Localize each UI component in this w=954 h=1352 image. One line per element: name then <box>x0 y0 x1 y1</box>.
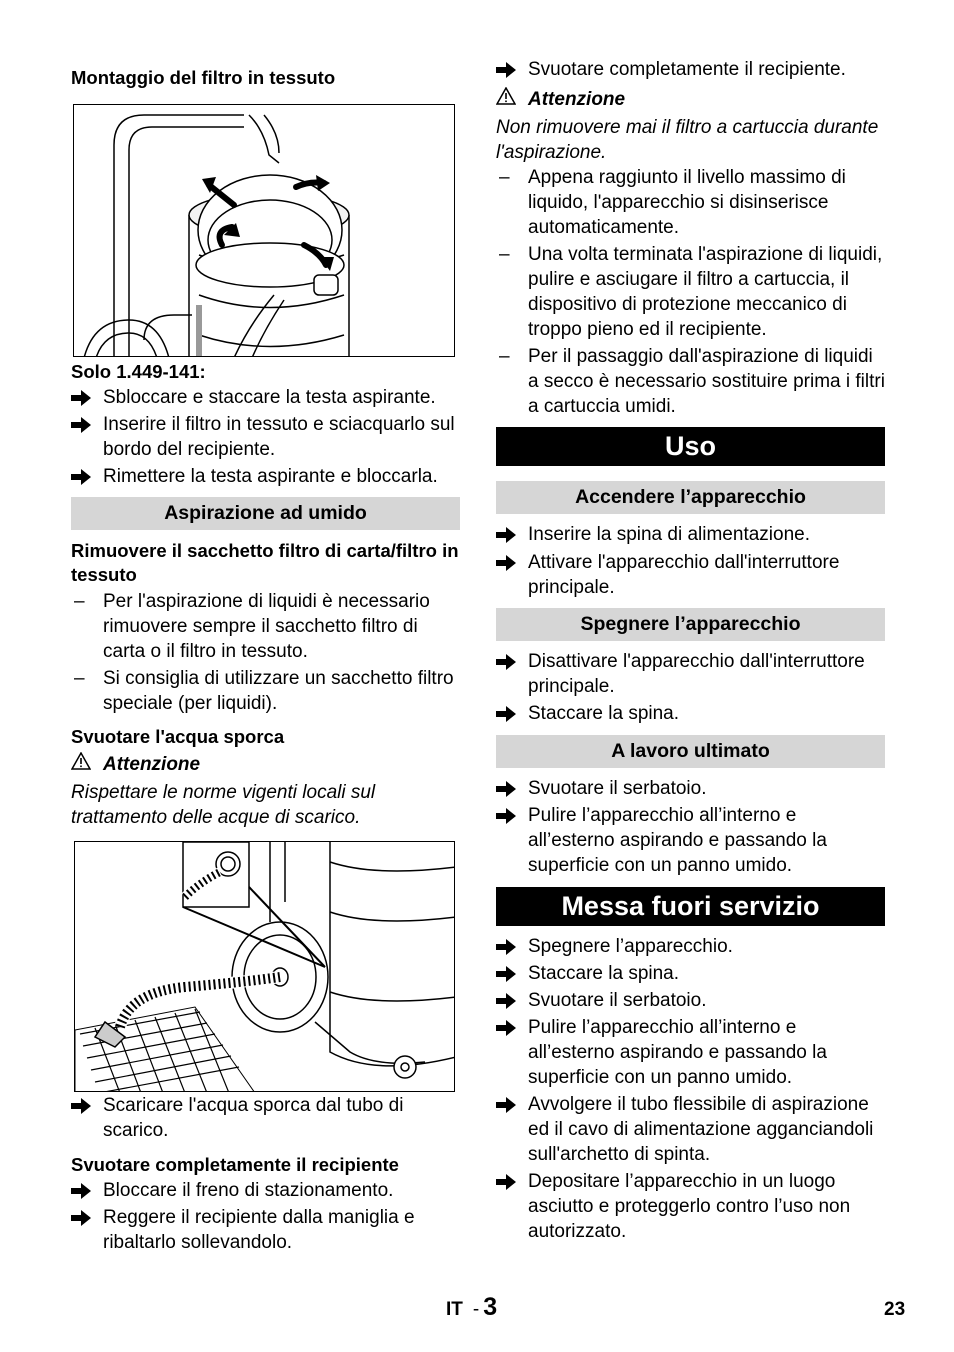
arrow-right-icon <box>71 385 93 413</box>
footer-section-label: IT - 3 <box>446 1293 498 1321</box>
heading-solo: Solo 1.449-141: <box>71 361 206 382</box>
warning-heading: Attenzione <box>496 87 885 112</box>
empty-steps <box>71 1178 460 1255</box>
arrow-right-icon <box>496 1169 518 1197</box>
illustration-drain-hose <box>74 841 455 1092</box>
decommission-steps <box>496 934 885 1244</box>
chapter-bar-uso: Uso <box>496 427 885 466</box>
arrow-right-icon <box>71 412 93 440</box>
switch-off-steps <box>496 649 885 726</box>
arrow-right-icon <box>71 1093 93 1121</box>
arrow-right-icon <box>496 522 518 550</box>
warning-heading: Attenzione <box>71 752 460 777</box>
arrow-right-icon <box>71 464 93 492</box>
page-number: 23 <box>884 1299 906 1320</box>
arrow-right-icon <box>71 1205 93 1233</box>
decommission-step: Avvolgere il tubo flessibile di aspirazione ed il cavo di alimentazione agganciandoli sull'archetto di spinta. <box>496 1092 885 1167</box>
heading-remove-filter: Rimuovere il sacchetto filtro di carta/filtro in tessuto <box>71 540 459 585</box>
section-bar-switch-on: Accendere l’apparecchio <box>496 481 885 514</box>
decommission-step: Svuotare il serbatoio. <box>496 988 885 1013</box>
note-item: – Appena raggiunto il livello massimo di liquido, l'apparecchio si disinserisce automaticamente. <box>499 167 846 238</box>
heading-empty-container: Svuotare completamente il recipiente <box>71 1154 399 1175</box>
switch-on-step: Inserire la spina di alimentazione. <box>496 522 885 547</box>
chapter-bar-decommission: Messa fuori servizio <box>496 887 885 926</box>
right-column <box>496 57 885 1244</box>
dirty-step: Scaricare l'acqua sporca dal tubo di scarico. <box>71 1093 460 1143</box>
work-done-step: Pulire l’apparecchio all’interno e all’esterno aspirando e passando la superficie con un panno umido. <box>496 803 885 878</box>
heading-fabric-filter: Montaggio del filtro in tessuto <box>71 67 336 88</box>
warning-triangle-icon <box>496 87 518 112</box>
solo-steps <box>71 385 460 489</box>
arrow-right-icon <box>496 961 518 989</box>
arrow-right-icon <box>496 649 518 677</box>
remove-notes <box>71 589 460 716</box>
solo-step: Rimettere la testa aspirante e bloccarla. <box>71 464 460 489</box>
left-column <box>71 57 460 1255</box>
warning-text: Rispettare le norme vigenti locali sul trattamento delle acque di scarico. <box>71 782 376 828</box>
arrow-right-icon <box>496 550 518 578</box>
arrow-right-icon <box>496 1092 518 1120</box>
section-bar-switch-off: Spegnere l’apparecchio <box>496 608 885 641</box>
section-bar-work-done: A lavoro ultimato <box>496 735 885 768</box>
heading-dirty-water: Svuotare l'acqua sporca <box>71 726 285 747</box>
dirty-water-steps <box>71 1093 460 1143</box>
decommission-step: Staccare la spina. <box>496 961 885 986</box>
illustration-fabric-filter <box>73 104 455 357</box>
section-bar-wet-vacuum: Aspirazione ad umido <box>71 497 460 530</box>
switch-off-step: Disattivare l'apparecchio dall'interruttore principale. <box>496 649 885 699</box>
arrow-right-icon <box>496 934 518 962</box>
solo-step: Sbloccare e staccare la testa aspirante. <box>71 385 460 410</box>
switch-on-step: Attivare l'apparecchio dall'interruttore principale. <box>496 550 885 600</box>
work-done-steps <box>496 776 885 878</box>
switch-off-step: Staccare la spina. <box>496 701 885 726</box>
note-item: – Si consiglia di utilizzare un sacchetto filtro speciale (per liquidi). <box>74 668 454 714</box>
arrow-right-icon <box>496 988 518 1016</box>
warning-text: Non rimuovere mai il filtro a cartuccia durante l'aspirazione. <box>496 117 879 163</box>
note-item: – Per l'aspirazione di liquidi è necessario rimuovere sempre il sacchetto filtro di carta o il filtro in tessuto. <box>74 591 430 662</box>
decommission-step: Pulire l’apparecchio all’interno e all’esterno aspirando e passando la superficie con un panno umido. <box>496 1015 885 1090</box>
switch-on-steps <box>496 522 885 600</box>
decommission-step: Depositare l’apparecchio in un luogo asciutto e proteggerlo contro l’uso non autorizzato. <box>496 1169 885 1244</box>
decommission-step: Spegnere l’apparecchio. <box>496 934 885 959</box>
arrow-right-icon <box>496 803 518 831</box>
empty-step-last: Svuotare completamente il recipiente. <box>496 57 885 82</box>
warning-triangle-icon <box>71 752 93 777</box>
arrow-right-icon <box>496 57 518 85</box>
arrow-right-icon <box>496 776 518 804</box>
arrow-right-icon <box>496 1015 518 1043</box>
empty-step: Reggere il recipiente dalla maniglia e ribaltarlo sollevandolo. <box>71 1205 460 1255</box>
arrow-right-icon <box>496 701 518 729</box>
empty-step: Bloccare il freno di stazionamento. <box>71 1178 460 1203</box>
arrow-right-icon <box>71 1178 93 1206</box>
cartridge-notes <box>496 165 885 419</box>
note-item: – Una volta terminata l'aspirazione di liquidi, pulire e asciugare il filtro a cartuccia, il dispositivo di protezione meccanico di troppo pieno ed il recipiente. <box>499 244 883 340</box>
solo-step: Inserire il filtro in tessuto e sciacquarlo sul bordo del recipiente. <box>71 412 460 462</box>
note-item: – Per il passaggio dall'aspirazione di liquidi a secco è necessario sostituire prima i filtri a cartuccia umidi. <box>499 346 885 417</box>
work-done-step: Svuotare il serbatoio. <box>496 776 885 801</box>
